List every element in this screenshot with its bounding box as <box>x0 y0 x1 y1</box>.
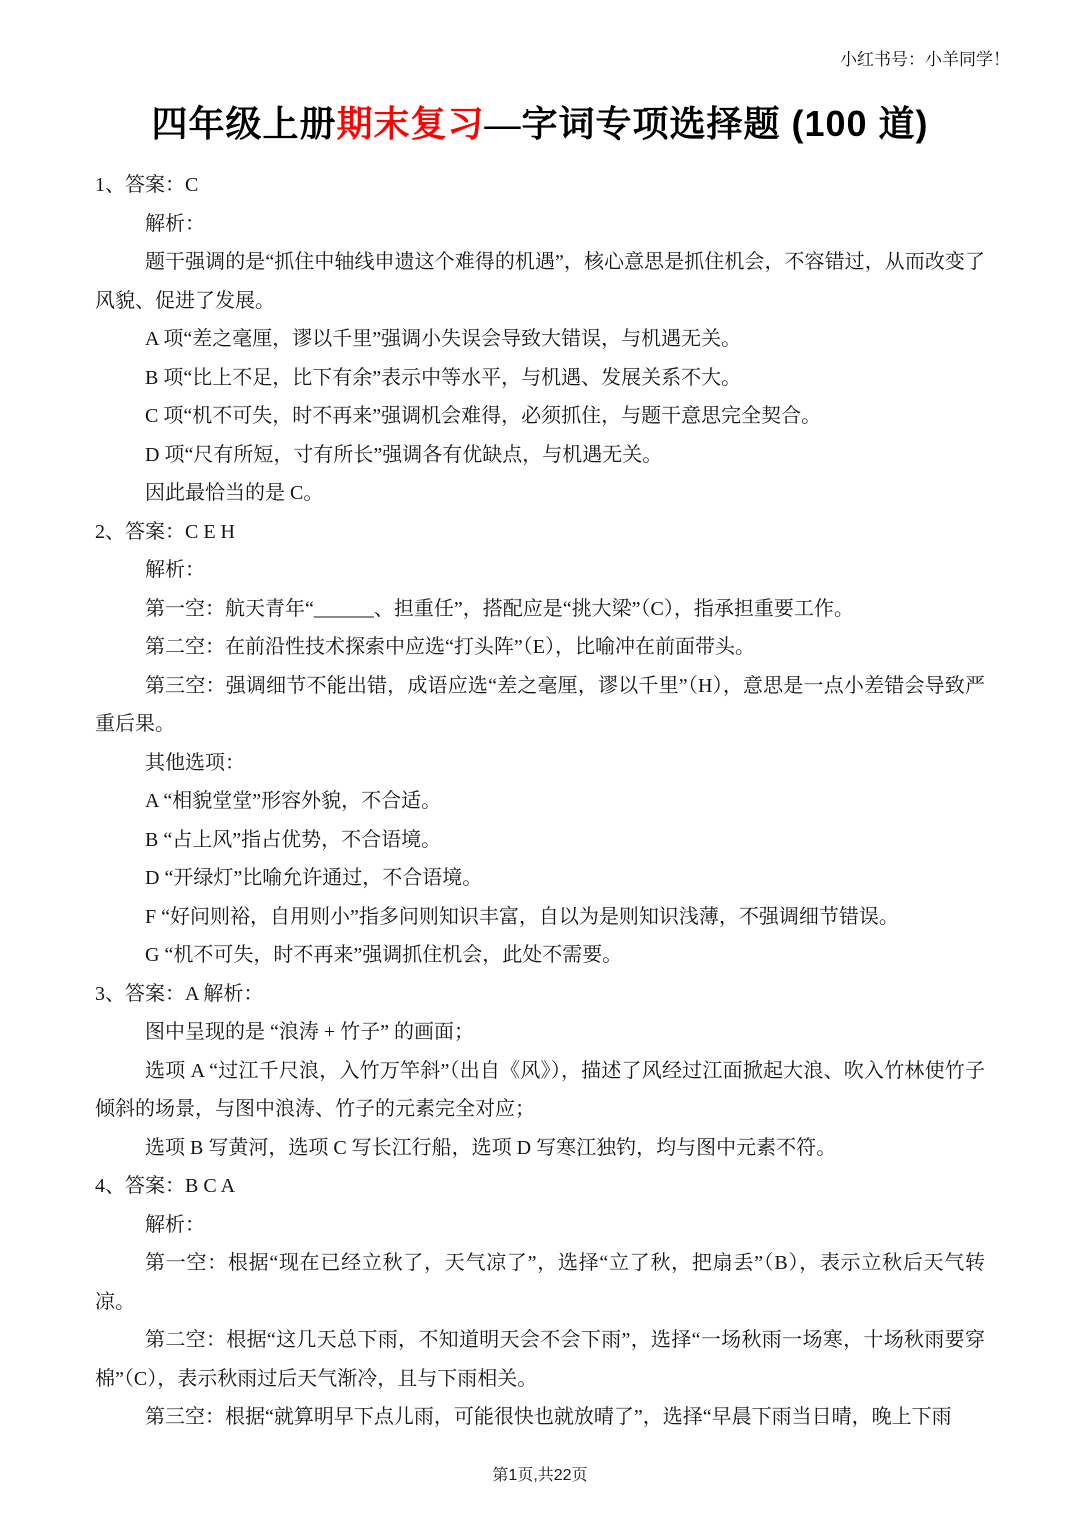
paragraph: G “机不可失，时不再来”强调抓住机会，此处不需要。 <box>145 944 623 966</box>
paragraph: 解析： <box>145 1213 205 1236</box>
paragraph: 解析： <box>145 559 205 581</box>
paragraph: D “开绿灯”比喻允许通过，不合语境。 <box>145 867 483 889</box>
paragraph: 第二空：在前沿性技术探索中应选“打头阵”（E），比喻冲在前面带头。 <box>145 636 755 658</box>
paragraph: B 项“比上不足，比下有余”表示中等水平，与机遇、发展关系不大。 <box>145 366 742 389</box>
paragraph: 解析： <box>145 212 205 235</box>
title-part-subject: —字词专项选择题 <box>484 104 781 144</box>
paragraph: 第一空：航天青年“______、担重任”，搭配应是“挑大梁”（C），指承担重要工作。 <box>145 597 854 620</box>
title-part-highlight: 期末复习 <box>336 103 485 144</box>
paragraph: A “相貌堂堂”形容外貌，不合适。 <box>145 790 442 812</box>
paragraph: 选项 B 写黄河，选项 C 写长江行船，选项 D 写寒江独钓，均与图中元素不符。 <box>145 1136 837 1159</box>
paragraph: 题干强调的是“抓住中轴线申遗这个难得的机遇”，核心意思是抓住机会，不容错过，从而改变了风貌、促进了发展。 <box>95 251 985 312</box>
paragraph: F “好问则裕，自用则小”指多问则知识丰富，自以为是则知识浅薄，不强调细节错误。 <box>145 905 899 928</box>
paragraph: 图中呈现的是 “浪涛 + 竹子” 的画面； <box>145 1021 475 1043</box>
title-part-grade: 四年级上册 <box>151 103 337 144</box>
paragraph: 因此最恰当的是 C。 <box>145 482 324 504</box>
paragraph: 第三空：强调细节不能出错，成语应选“差之毫厘，谬以千里”（H），意思是一点小差错会导致严重后果。 <box>95 674 985 735</box>
paragraph: C 项“机不可失，时不再来”强调机会难得，必须抓住，与题干意思完全契合。 <box>145 405 822 427</box>
paragraph: 第三空：根据“就算明早下点儿雨，可能很快也就放晴了”，选择“早晨下雨当日晴，晚上下雨 <box>145 1406 952 1428</box>
document-body <box>95 166 985 1437</box>
paragraph: 其他选项： <box>145 751 245 774</box>
header-note: 小红书号：小羊同学！ <box>840 50 1010 69</box>
paragraph: 选项 A “过江千尺浪，入竹万竿斜”（出自《风》），描述了风经过江面掀起大浪、吹入竹林使竹子倾斜的场景，与图中浪涛、竹子的元素完全对应； <box>95 1059 985 1120</box>
paragraph: 第一空：根据“现在已经立秋了，天气凉了”，选择“立了秋，把扇丢”（B），表示立秋后天气转凉。 <box>95 1252 985 1313</box>
page-number: 第1页,共22页 <box>492 1467 588 1484</box>
paragraph: A 项“差之毫厘，谬以千里”强调小失误会导致大错误，与机遇无关。 <box>145 328 742 350</box>
paragraph: B “占上风”指占优势，不合语境。 <box>145 828 442 851</box>
paragraph: D 项“尺有所短，寸有所长”强调各有优缺点，与机遇无关。 <box>145 443 663 466</box>
paragraph: 3、答案：A 解析： <box>95 982 264 1005</box>
title-part-count: (100 道) <box>780 103 929 144</box>
paragraph: 1、答案：C <box>95 174 199 196</box>
paragraph: 2、答案：C E H <box>95 520 235 543</box>
paragraph: 第二空：根据“这几天总下雨，不知道明天会不会下雨”，选择“一场秋雨一场寒，十场秋雨要穿棉”（C），表示秋雨过后天气渐冷，且与下雨相关。 <box>95 1329 985 1390</box>
page-title <box>0 96 1080 147</box>
paragraph: 4、答案：B C A <box>95 1175 236 1197</box>
